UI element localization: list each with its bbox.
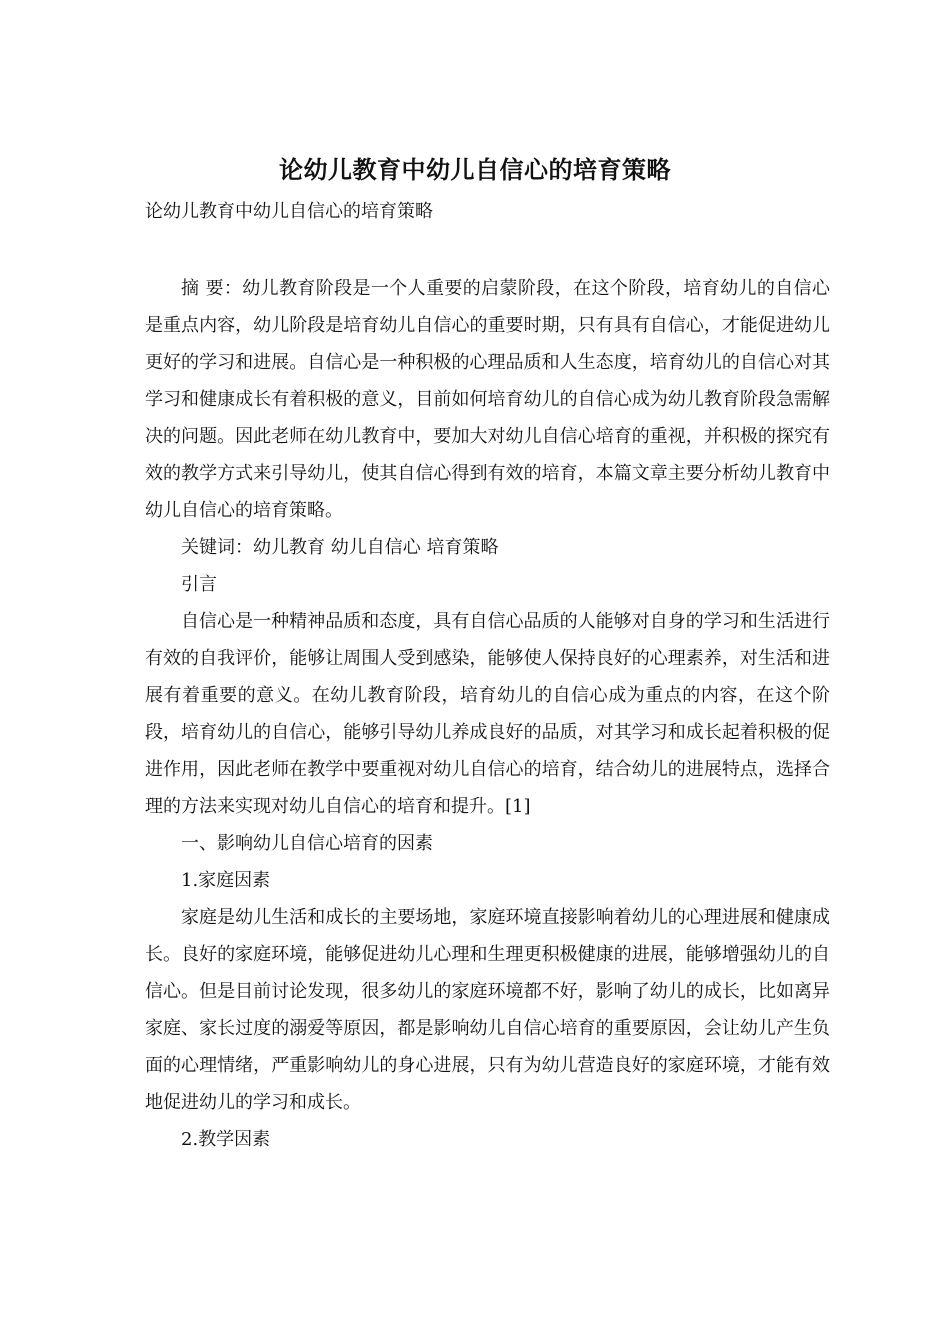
section-heading-1: 一、影响幼儿自信心培育的因素 (181, 833, 433, 854)
introduction-paragraph: 自信心是一种精神品质和态度，具有自信心品质的人能够对自身的学习和生活进行有效的自我评价，能够让周围人受到感染，能够使人保持良好的心理素养，对生活和进展有着重要的意义。在幼儿教育阶段，培育幼儿的自信心成为重点的内容，在这个阶段，培育幼儿的自信心，能够引导幼儿养成良好的品质，对其学习和成长起着积极的促进作用，因此老师在教学中要重视对幼儿自信心的培育，结合幼儿的进展特点，选择合理的方法来实现对幼儿自信心的培育和提升。[1] (145, 611, 830, 817)
abstract-paragraph: 摘 要：幼儿教育阶段是一个人重要的启蒙阶段，在这个阶段，培育幼儿的自信心是重点内容，幼儿阶段是培育幼儿自信心的重要时期，只有具有自信心，才能促进幼儿更好的学习和进展。自信心是一种积极的心理品质和人生态度，培育幼儿的自信心对其学习和健康成长有着积极的意义，目前如何培育幼儿的自信心成为幼儿教育阶段急需解决的问题。因此老师在幼儿教育中，要加大对幼儿自信心培育的重视，并积极的探究有效的教学方式来引导幼儿，使其自信心得到有效的培育，本篇文章主要分析幼儿教育中幼儿自信心的培育策略。 (145, 278, 830, 521)
document-body (145, 270, 830, 1158)
subsection-heading-teaching: 2.教学因素 (181, 1129, 271, 1150)
family-factor-paragraph: 家庭是幼儿生活和成长的主要场地，家庭环境直接影响着幼儿的心理进展和健康成长。良好的家庭环境，能够促进幼儿心理和生理更积极健康的进展，能够增强幼儿的自信心。但是目前讨论发现，很多幼儿的家庭环境都不好，影响了幼儿的成长，比如离异家庭、家长过度的溺爱等原因，都是影响幼儿自信心培育的重要原因，会让幼儿产生负面的心理情绪，严重影响幼儿的身心进展，只有为幼儿营造良好的家庭环境，才能有效地促进幼儿的学习和成长。 (145, 907, 830, 1113)
document-title: 论幼儿教育中幼儿自信心的培育策略 (279, 156, 671, 184)
document-subtitle: 论幼儿教育中幼儿自信心的培育策略 (145, 201, 433, 222)
keywords-line: 关键词：幼儿教育 幼儿自信心 培育策略 (181, 537, 499, 558)
section-heading-introduction: 引言 (181, 574, 217, 595)
subsection-heading-family: 1.家庭因素 (181, 870, 271, 891)
